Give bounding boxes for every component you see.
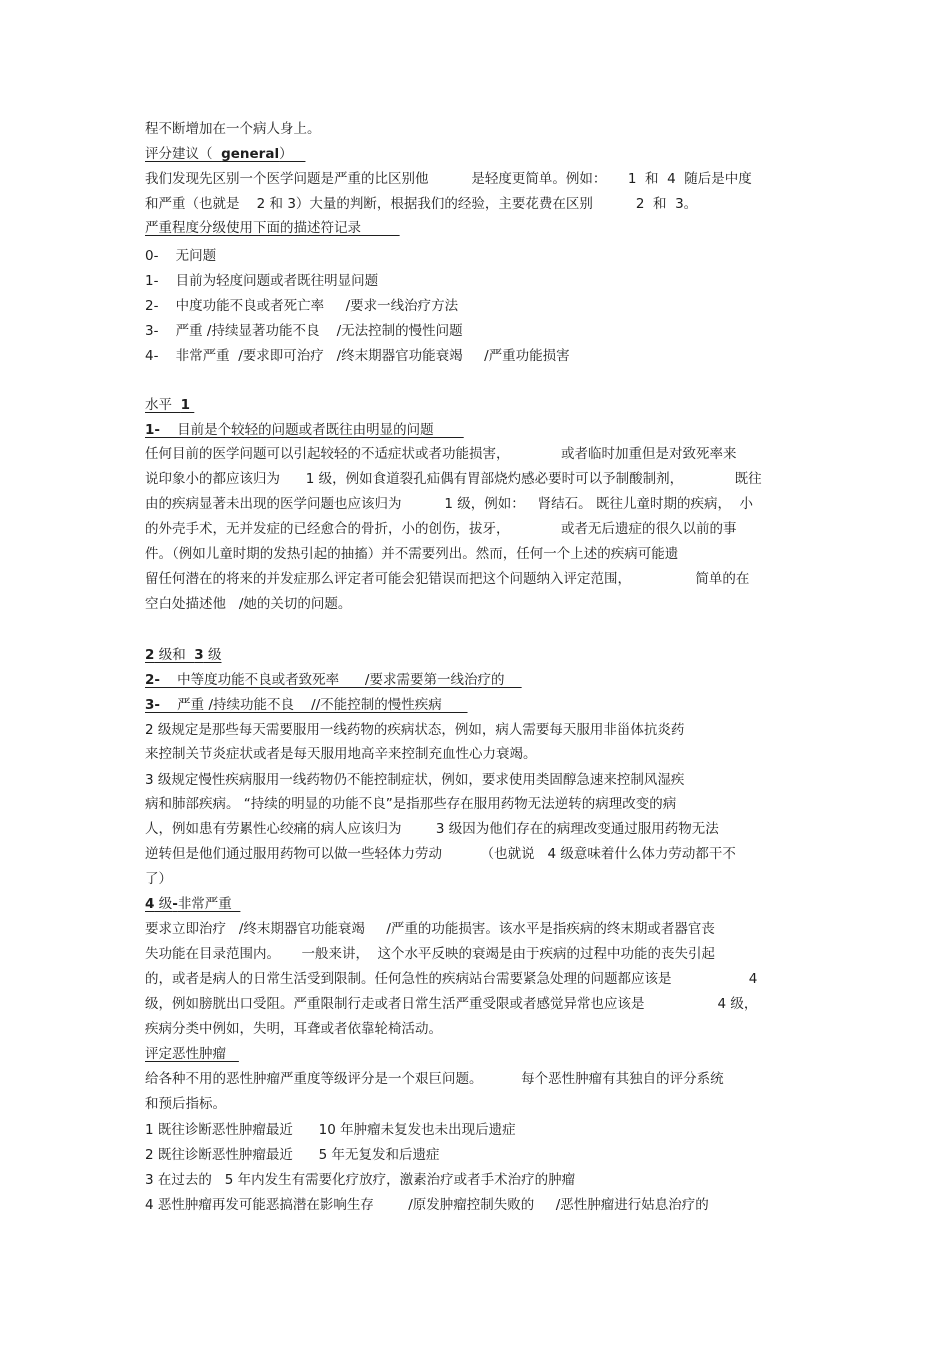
text-segment: 1 [180,397,190,413]
text-segment: 评分建议（ [145,146,222,162]
text-line: 的，或者是病人的日常生活受到限制。任何急性的疾病站台需要紧急处理的问题都应该是 4 [145,971,758,987]
text-segment: 2- [145,672,160,688]
text-segment: - [172,896,178,912]
text-line: 任何目前的医学问题可以引起较轻的不适症状或者功能损害， 或者临时加重但是对致死率来 [145,446,737,462]
text-segment: 2 [145,647,155,663]
text-segment: 级 [154,896,173,912]
text-line: 空白处描述他 /她的关切的问题。 [145,596,352,612]
text-line: 留任何潜在的将来的并发症那么评定者可能会犯错误而把这个问题纳入评定范围， 简单的在 [145,571,750,587]
text-line: 1- 目前为轻度问题或者既往明显问题 [145,273,379,289]
text-line: 程不断增加在一个病人身上。 [145,121,321,137]
text-segment: general [221,146,280,162]
text-segment: 严重 /持续功能不良 //不能控制的慢性疾病 [160,697,468,713]
section-heading: 评定恶性肿瘤 [145,1046,239,1062]
section-heading [145,396,194,414]
section-heading: 严重程度分级使用下面的描述符记录 [145,220,400,236]
text-line: 件。（例如儿童时期的发热引起的抽搐）并不需要列出。然而，任何一个上述的疾病可能遗 [145,546,679,562]
text-line: 人，例如患有劳累性心绞痛的病人应该归为 3 级因为他们存在的病理改变通过服用药物无法 [145,821,719,837]
text-segment: 1- [145,422,160,438]
text-segment: 中等度功能不良或者致死率 /要求需要第一线治疗的 [160,672,522,688]
text-segment [190,397,194,413]
text-segment: ） [279,146,306,162]
text-segment: 4 [145,896,155,912]
text-line: 失功能在目录范围内。 一般来讲， 这个水平反映的衰竭是由于疾病的过程中功能的丧失引起 [145,946,716,962]
text-segment: 目前是个较轻的问题或者既往由明显的问题 [160,422,464,438]
text-line: 级，例如膀胱出口受阻。严重限制行走或者日常生活严重受限或者感觉异常也应该是 4 级， [145,996,758,1012]
text-line: 病和肺部疾病。 “持续的明显的功能不良”是指那些存在服用药物无法逆转的病理改变的病 [145,796,677,812]
text-line: 4 恶性肿瘤再发可能恶搞潜在影响生存 /原发肿瘤控制失败的 /恶性肿瘤进行姑息治疗的 [145,1197,709,1213]
text-line: 2 级规定是那些每天需要服用一线药物的疾病状态，例如，病人需要每天服用非甾体抗炎药 [145,722,685,738]
text-line: 给各种不用的恶性肿瘤严重度等级评分是一个艰巨问题。 每个恶性肿瘤有其独自的评分系统 [145,1071,724,1087]
text-line: 由的疾病显著未出现的医学问题也应该归为 1 级，例如： 肾结石。 既往儿童时期的疾病， 小 [145,496,754,512]
text-line: 2- 中度功能不良或者死亡率 /要求一线治疗方法 [145,298,459,314]
section-heading [145,895,240,913]
text-segment: 3 [194,647,204,663]
section-heading [145,696,468,714]
text-line: 4- 非常严重 /要求即可治疗 /终末期器官功能衰竭 /严重功能损害 [145,348,570,364]
text-line: 逆转但是他们通过服用药物可以做一些轻体力劳动 （也就说 4 级意味着什么体力劳动都干不 [145,846,736,862]
text-segment: 级 [203,647,222,663]
text-line: 疾病分类中例如，失明，耳聋或者依靠轮椅活动。 [145,1021,442,1037]
section-heading [145,421,464,439]
text-segment: 非常严重 [177,896,241,912]
section-heading [145,646,221,664]
text-line: 1 既往诊断恶性肿瘤最近 10 年肿瘤未复发也未出现后遗症 [145,1122,516,1138]
section-heading [145,671,522,689]
text-line: 3 在过去的 5 年内发生有需要化疗放疗，激素治疗或者手术治疗的肿瘤 [145,1172,576,1188]
text-segment: 级和 [154,647,195,663]
text-line: 我们发现先区别一个医学问题是严重的比区别他 是轻度更简单。例如： 1 和 4 随后是中度 [145,171,752,187]
text-line: 3- 严重 /持续显著功能不良 /无法控制的慢性问题 [145,323,463,339]
text-line: 0- 无问题 [145,248,217,264]
text-line: 说印象小的都应该归为 1 级，例如食道裂孔疝偶有胃部烧灼感必要时可以予制酸制剂， 既往 [145,471,762,487]
text-line: 3 级规定慢性疾病服用一线药物仍不能控制症状，例如，要求使用类固醇急速来控制风湿疾 [145,772,685,788]
text-line: 2 既往诊断恶性肿瘤最近 5 年无复发和后遗症 [145,1147,440,1163]
text-segment: 水平 [145,397,181,413]
text-line: 了） [145,871,172,887]
text-line: 的外壳手术，无并发症的已经愈合的骨折，小的创伤，拔牙， 或者无后遗症的很久以前的事 [145,521,737,537]
text-line: 和严重（也就是 2 和 3）大量的判断，根据我们的经验，主要花费在区别 2 和 3。 [145,196,698,212]
section-heading [145,145,305,163]
text-segment: 3- [145,697,160,713]
text-line: 来控制关节炎症状或者是每天服用地高辛来控制充血性心力衰竭。 [145,746,537,762]
text-line: 和预后指标。 [145,1096,226,1112]
text-line: 要求立即治疗 /终末期器官功能衰竭 /严重的功能损害。该水平是指疾病的终末期或者器官丧 [145,921,715,937]
